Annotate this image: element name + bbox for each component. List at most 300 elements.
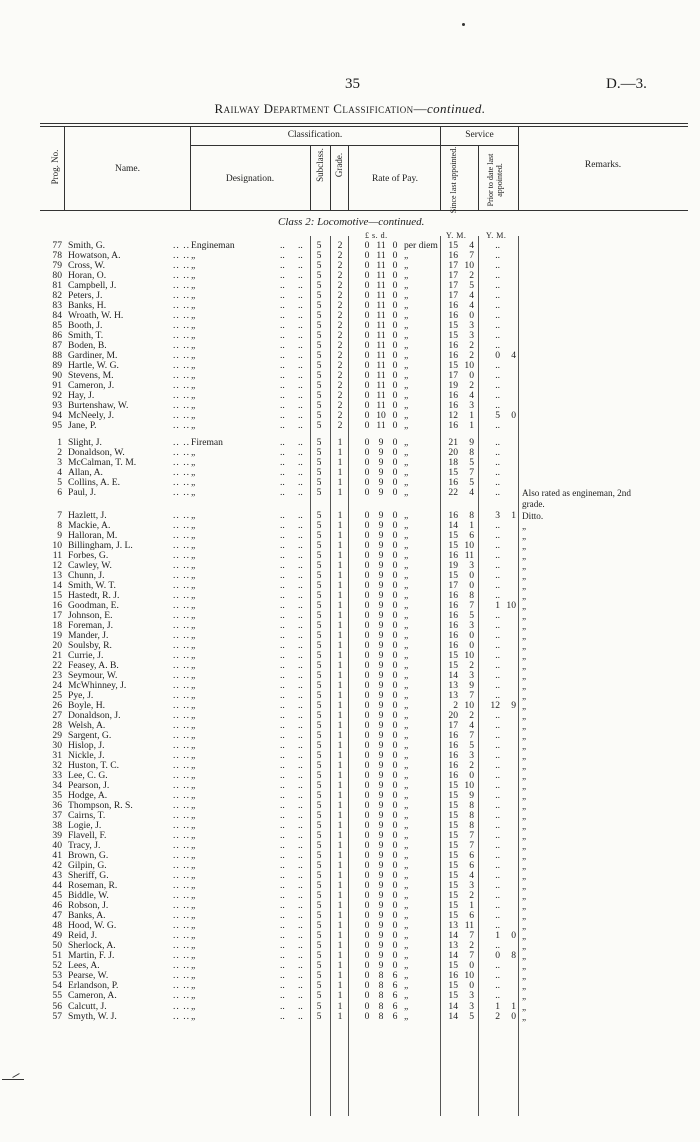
row-pence: 0 [392, 390, 398, 402]
row-name: Sargent, G. [68, 729, 112, 741]
row-grade: 2 [337, 400, 343, 412]
row-pounds: 0 [364, 250, 370, 262]
row-since-years: 15 [448, 539, 458, 551]
row-number: 20 [52, 639, 62, 651]
row-subclass: 5 [316, 320, 322, 332]
leader-dots: .. [298, 719, 303, 731]
leader-dots: .. [280, 330, 285, 342]
prior-to-date-header: Prior to date last appointed. [486, 153, 504, 207]
leader-dots: .. .. [173, 599, 190, 611]
leader-dots: .. .. [173, 340, 190, 352]
col-rule [348, 145, 349, 210]
row-subclass: 5 [316, 599, 322, 611]
row-grade: 1 [337, 679, 343, 691]
leader-dots: .. .. [173, 457, 190, 469]
row-grade: 1 [337, 467, 343, 479]
row-number: 29 [52, 729, 62, 741]
row-grade: 1 [337, 900, 343, 912]
leader-dots: .. [298, 290, 303, 302]
leader-dots: .. [280, 990, 285, 1002]
row-remarks: grade. [522, 498, 545, 509]
leader-dots: .. [298, 340, 303, 352]
row-pence: 0 [392, 360, 398, 372]
row-name: Burtenshaw, W. [68, 400, 129, 412]
row-number: 22 [52, 659, 62, 671]
row-pence: 0 [392, 579, 398, 591]
row-rate-unit: „ [404, 729, 409, 741]
row-number: 14 [52, 579, 62, 591]
row-pounds: 0 [364, 709, 370, 721]
row-prior-years: .. [495, 370, 500, 382]
leader-dots: .. .. [173, 539, 190, 551]
row-pounds: 0 [364, 350, 370, 362]
leader-dots: .. [298, 589, 303, 601]
row-since-years: 12 [448, 410, 458, 422]
row-designation: „ [191, 810, 196, 822]
row-designation: „ [191, 890, 196, 902]
leader-dots: .. [280, 539, 285, 551]
table-row [40, 421, 690, 431]
row-designation: „ [191, 850, 196, 862]
row-subclass: 5 [316, 549, 322, 561]
row-name: Mackie, A. [68, 519, 111, 531]
row-since-months: 3 [469, 320, 474, 332]
row-prior-months: 0 [511, 410, 516, 422]
leader-dots: .. [298, 240, 303, 251]
row-grade: 1 [337, 860, 343, 872]
row-designation: Engineman [191, 240, 235, 251]
row-rate-unit: „ [404, 890, 409, 902]
row-pounds: 0 [364, 619, 370, 631]
row-number: 90 [52, 370, 62, 382]
leader-dots: .. .. [173, 960, 190, 972]
row-shillings: 9 [378, 529, 384, 541]
row-since-months: 3 [469, 1000, 474, 1012]
row-pence: 0 [392, 679, 398, 691]
row-remarks: „ [522, 781, 527, 792]
row-grade: 1 [337, 539, 343, 551]
row-rate-unit: „ [404, 639, 409, 651]
row-rate-unit: „ [404, 950, 409, 962]
row-grade: 1 [337, 790, 343, 802]
row-since-years: 14 [448, 930, 458, 942]
row-number: 32 [52, 760, 62, 772]
row-since-years: 16 [448, 599, 458, 611]
row-pounds: 0 [364, 689, 370, 701]
leader-dots: .. [280, 1000, 285, 1012]
row-prior-years: .. [495, 669, 500, 681]
row-since-months: 4 [469, 719, 474, 731]
row-rate-unit: „ [404, 830, 409, 842]
row-name: Paul, J. [68, 487, 96, 499]
row-shillings: 9 [378, 900, 384, 912]
row-prior-years: .. [495, 880, 500, 892]
row-number: 77 [52, 240, 62, 251]
row-since-months: 10 [464, 780, 474, 792]
row-grade: 2 [337, 350, 343, 362]
row-grade: 1 [337, 699, 343, 711]
row-name: Howatson, A. [68, 250, 121, 262]
row-prior-years: .. [495, 790, 500, 802]
row-prior-years: .. [495, 820, 500, 832]
row-rate-unit: „ [404, 270, 409, 282]
row-grade: 1 [337, 457, 343, 469]
row-prior-years: 1 [495, 930, 500, 942]
row-rate-unit: „ [404, 350, 409, 362]
leader-dots: .. .. [173, 240, 190, 251]
row-shillings: 9 [378, 930, 384, 942]
row-since-months: 1 [469, 519, 474, 531]
row-since-months: 8 [469, 447, 474, 459]
row-shillings: 9 [378, 729, 384, 741]
row-pounds: 0 [364, 529, 370, 541]
row-pounds: 0 [364, 850, 370, 862]
row-name: Hood, W. G. [68, 920, 117, 932]
leader-dots: .. .. [173, 629, 190, 641]
leader-dots: .. [298, 250, 303, 262]
row-pence: 0 [392, 539, 398, 551]
row-subclass: 5 [316, 529, 322, 541]
leader-dots: .. [280, 240, 285, 251]
row-designation: „ [191, 539, 196, 551]
row-designation: „ [191, 800, 196, 812]
row-remarks: „ [522, 851, 527, 862]
row-name: Sheriff, G. [68, 870, 109, 882]
row-since-months: 7 [469, 930, 474, 942]
row-rate-unit: „ [404, 970, 409, 982]
leader-dots: .. .. [173, 870, 190, 882]
row-since-months: 2 [469, 659, 474, 671]
row-remarks: „ [522, 981, 527, 992]
row-shillings: 9 [378, 569, 384, 581]
leader-dots: .. [298, 840, 303, 852]
row-name: Cameron, A. [68, 990, 117, 1002]
row-pounds: 0 [364, 970, 370, 982]
row-since-years: 14 [448, 950, 458, 962]
leader-dots: .. [280, 360, 285, 372]
row-since-months: 8 [469, 810, 474, 822]
since-last-header: Since last appointed. [449, 146, 458, 214]
row-rate-unit: „ [404, 719, 409, 731]
row-subclass: 5 [316, 930, 322, 942]
row-shillings: 11 [376, 340, 386, 352]
row-since-years: 20 [448, 447, 458, 459]
row-prior-years: .. [495, 559, 500, 571]
row-pence: 0 [392, 629, 398, 641]
leader-dots: .. .. [173, 447, 190, 459]
row-name: Cameron, J. [68, 380, 115, 392]
row-designation: „ [191, 709, 196, 721]
row-designation: „ [191, 790, 196, 802]
row-grade: 1 [337, 820, 343, 832]
row-rate-unit: „ [404, 579, 409, 591]
row-shillings: 9 [378, 437, 384, 449]
row-pence: 0 [392, 529, 398, 541]
row-prior-years: .. [495, 709, 500, 721]
leader-dots: .. [298, 360, 303, 372]
row-since-months: 9 [469, 679, 474, 691]
row-prior-years: .. [495, 280, 500, 292]
leader-dots: .. .. [173, 609, 190, 621]
row-rate-unit: „ [404, 820, 409, 832]
row-remarks: „ [522, 941, 527, 952]
row-name: Calcutt, J. [68, 1000, 107, 1012]
row-number: 30 [52, 739, 62, 751]
row-prior-years: .. [495, 960, 500, 972]
row-subclass: 5 [316, 800, 322, 812]
leader-dots: .. [280, 970, 285, 982]
row-rate-unit: „ [404, 437, 409, 449]
row-since-years: 14 [448, 1010, 458, 1022]
row-pence: 0 [392, 800, 398, 812]
row-since-years: 19 [448, 380, 458, 392]
row-name: Banks, H. [68, 300, 107, 312]
row-name: McCalman, T. M. [68, 457, 137, 469]
row-rate-unit: „ [404, 679, 409, 691]
row-shillings: 11 [376, 320, 386, 332]
leader-dots: .. [280, 820, 285, 832]
row-name: Gilpin, G. [68, 860, 107, 872]
row-prior-months: 10 [506, 599, 516, 611]
row-since-years: 16 [448, 400, 458, 412]
row-number: 39 [52, 830, 62, 842]
row-name: Currie, J. [68, 649, 104, 661]
row-since-years: 17 [448, 370, 458, 382]
row-remarks: „ [522, 891, 527, 902]
row-remarks: „ [522, 710, 527, 721]
row-subclass: 5 [316, 840, 322, 852]
row-shillings: 11 [376, 390, 386, 402]
page-number: 35 [345, 76, 360, 92]
row-grade: 2 [337, 240, 343, 251]
row-remarks: „ [522, 811, 527, 822]
row-rate-unit: „ [404, 659, 409, 671]
row-rate-unit: „ [404, 330, 409, 342]
leader-dots: .. [298, 930, 303, 942]
row-name: Huston, T. C. [68, 760, 120, 772]
leader-dots: .. [298, 519, 303, 531]
row-designation: „ [191, 649, 196, 661]
row-rate-unit: „ [404, 629, 409, 641]
row-name: Chunn, J. [68, 569, 105, 581]
row-number: 80 [52, 270, 62, 282]
row-designation: „ [191, 569, 196, 581]
leader-dots: .. [298, 970, 303, 982]
row-designation: „ [191, 270, 196, 282]
service-units-since: Y. M. [446, 231, 467, 240]
row-rate-unit: „ [404, 860, 409, 872]
leader-dots: .. [298, 270, 303, 282]
row-since-years: 15 [448, 320, 458, 332]
row-since-years: 16 [448, 619, 458, 631]
leader-dots: .. [280, 810, 285, 822]
leader-dots: .. [298, 437, 303, 449]
row-pounds: 0 [364, 310, 370, 322]
row-subclass: 5 [316, 579, 322, 591]
row-number: 87 [52, 340, 62, 352]
header-top-rule [40, 123, 688, 124]
leader-dots: .. [280, 659, 285, 671]
leader-dots: .. .. [173, 310, 190, 322]
row-prior-years: .. [495, 760, 500, 772]
row-since-months: 10 [464, 539, 474, 551]
row-name: Smith, W. T. [68, 579, 116, 591]
row-prior-years: .. [495, 990, 500, 1002]
row-number: 18 [52, 619, 62, 631]
leader-dots: .. .. [173, 970, 190, 982]
row-pounds: 0 [364, 300, 370, 312]
row-since-years: 16 [448, 629, 458, 641]
row-designation: „ [191, 477, 196, 489]
leader-dots: .. [298, 760, 303, 772]
row-name: Soulsby, R. [68, 639, 112, 651]
row-grade: 1 [337, 840, 343, 852]
row-name: Gardiner, M. [68, 350, 118, 362]
row-since-years: 15 [448, 960, 458, 972]
row-prior-months: 4 [511, 350, 516, 362]
row-remarks: „ [522, 901, 527, 912]
row-name: Cross, W. [68, 260, 106, 272]
row-designation: „ [191, 529, 196, 541]
row-designation: Fireman [191, 437, 223, 449]
row-pence: 0 [392, 477, 398, 489]
row-rate-unit: „ [404, 457, 409, 469]
header-bottom-rule [40, 210, 688, 211]
row-subclass: 5 [316, 509, 322, 521]
row-pence: 0 [392, 860, 398, 872]
row-prior-years: 0 [495, 350, 500, 362]
row-number: 43 [52, 870, 62, 882]
leader-dots: .. .. [173, 569, 190, 581]
row-pounds: 0 [364, 569, 370, 581]
row-pounds: 0 [364, 679, 370, 691]
leader-dots: .. [280, 447, 285, 459]
row-shillings: 9 [378, 457, 384, 469]
row-subclass: 5 [316, 1000, 322, 1012]
row-number: 51 [52, 950, 62, 962]
row-since-years: 16 [448, 760, 458, 772]
row-number: 78 [52, 250, 62, 262]
row-name: Nickle, J. [68, 750, 105, 761]
row-since-months: 6 [469, 529, 474, 541]
row-subclass: 5 [316, 699, 322, 711]
row-pence: 0 [392, 840, 398, 852]
leader-dots: .. .. [173, 380, 190, 392]
row-grade: 1 [337, 569, 343, 581]
row-pence: 0 [392, 467, 398, 479]
designation-header: Designation. [225, 174, 275, 184]
row-since-years: 16 [448, 420, 458, 432]
row-since-years: 16 [448, 970, 458, 982]
row-pence: 0 [392, 820, 398, 832]
row-designation: „ [191, 579, 196, 591]
row-designation: „ [191, 910, 196, 922]
row-prior-years: .. [495, 840, 500, 852]
row-pounds: 0 [364, 629, 370, 641]
row-pence: 0 [392, 300, 398, 312]
row-rate-unit: „ [404, 790, 409, 802]
section-title-text: Class 2: Locomotive—continued. [278, 216, 425, 228]
row-since-months: 2 [469, 940, 474, 952]
row-grade: 1 [337, 599, 343, 611]
leader-dots: .. .. [173, 920, 190, 932]
row-pounds: 0 [364, 930, 370, 942]
row-shillings: 11 [376, 280, 386, 292]
row-pence: 0 [392, 350, 398, 362]
row-pounds: 0 [364, 549, 370, 561]
row-grade: 2 [337, 390, 343, 402]
row-rate-unit: „ [404, 340, 409, 352]
leader-dots: .. .. [173, 260, 190, 272]
row-since-years: 15 [448, 850, 458, 862]
row-grade: 1 [337, 920, 343, 932]
row-since-months: 4 [469, 300, 474, 312]
leader-dots: .. [298, 850, 303, 862]
row-prior-years: .. [495, 539, 500, 551]
row-since-months: 3 [469, 330, 474, 342]
row-since-years: 15 [448, 990, 458, 1002]
leader-dots: .. [298, 920, 303, 932]
leader-dots: .. [298, 910, 303, 922]
leader-dots: .. .. [173, 360, 190, 372]
row-name: Welsh, A. [68, 719, 106, 731]
leader-dots: .. .. [173, 619, 190, 631]
row-pence: 0 [392, 920, 398, 932]
pay-units: £ s. d. [365, 231, 388, 240]
row-subclass: 5 [316, 609, 322, 621]
row-designation: „ [191, 830, 196, 842]
row-rate-unit: „ [404, 280, 409, 292]
row-rate-unit: „ [404, 980, 409, 992]
leader-dots: .. [298, 950, 303, 962]
row-prior-years: .. [495, 619, 500, 631]
row-since-years: 15 [448, 529, 458, 541]
row-prior-years: .. [495, 290, 500, 302]
leader-dots: .. [280, 980, 285, 992]
row-rate-unit: „ [404, 990, 409, 1002]
row-grade: 1 [337, 970, 343, 982]
row-since-months: 0 [469, 629, 474, 641]
leader-dots: .. [298, 370, 303, 382]
leader-dots: .. [298, 980, 303, 992]
row-grade: 2 [337, 380, 343, 392]
row-prior-years: 1 [495, 599, 500, 611]
row-pence: 6 [392, 1000, 398, 1012]
row-rate-unit: „ [404, 539, 409, 551]
row-rate-unit: „ [404, 940, 409, 952]
section-title [278, 216, 424, 228]
row-designation: „ [191, 330, 196, 342]
row-pounds: 0 [364, 880, 370, 892]
row-since-years: 16 [448, 350, 458, 362]
leader-dots: .. .. [173, 950, 190, 962]
leader-dots: .. [298, 679, 303, 691]
row-number: 83 [52, 300, 62, 312]
leader-dots: .. .. [173, 519, 190, 531]
row-designation: „ [191, 589, 196, 601]
row-since-months: 7 [469, 599, 474, 611]
row-since-years: 17 [448, 280, 458, 292]
row-designation: „ [191, 770, 196, 782]
row-number: 36 [52, 800, 62, 812]
row-number: 13 [52, 569, 62, 581]
row-designation: „ [191, 599, 196, 611]
row-subclass: 5 [316, 960, 322, 972]
row-since-months: 5 [469, 739, 474, 751]
row-subclass: 5 [316, 780, 322, 792]
row-number: 23 [52, 669, 62, 681]
row-shillings: 9 [378, 539, 384, 551]
